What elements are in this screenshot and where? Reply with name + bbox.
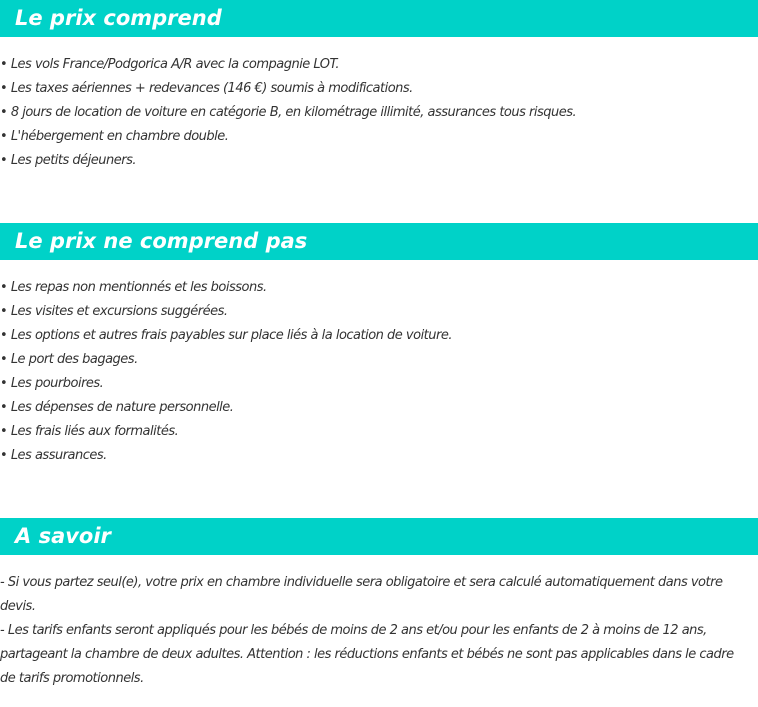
list-item: • Les vols France/Podgorica A/R avec la compagnie LOT. [0,53,758,77]
section-title-not-included: Le prix ne comprend pas [15,229,308,253]
section-header-not-included [0,223,758,260]
list-item: • Les petits déjeuners. [0,149,758,173]
list-item: • L'hébergement en chambre double. [0,125,758,149]
list-item: • Les dépenses de nature personnelle. [0,396,758,420]
list-item: • Les assurances. [0,444,758,468]
section-title-included: Le prix comprend [15,6,222,30]
list-item: • Les frais liés aux formalités. [0,420,758,444]
list-item: • 8 jours de location de voiture en catégorie B, en kilométrage illimité, assurances tous risques. [0,101,758,125]
list-item: • Les visites et excursions suggérées. [0,300,758,324]
note-paragraph-children-rates: - Les tarifs enfants seront appliqués pour les bébés de moins de 2 ans et/ou pour les enfants de 2 à moins de 12 ans, partageant la chambre de deux adultes. Attention : les réductions enfants et bébés ne sont pas applicables dans le cadre de tarifs promotionnels. [0,623,734,686]
list-item: • Les taxes aériennes + redevances (146 €) soumis à modifications. [0,77,758,101]
not-included-list [0,276,758,468]
included-list [0,53,758,173]
list-item: • Le port des bagages. [0,348,758,372]
note-paragraph-single-room: - Si vous partez seul(e), votre prix en chambre individuelle sera obligatoire et sera calculé automatiquement dans votre devis. [0,575,723,614]
section-header-included [0,0,758,37]
list-item: • Les repas non mentionnés et les boissons. [0,276,758,300]
list-item: • Les options et autres frais payables sur place liés à la location de voiture. [0,324,758,348]
section-header-good-to-know [0,518,758,555]
section-title-good-to-know: A savoir [15,524,111,548]
list-item: • Les pourboires. [0,372,758,396]
